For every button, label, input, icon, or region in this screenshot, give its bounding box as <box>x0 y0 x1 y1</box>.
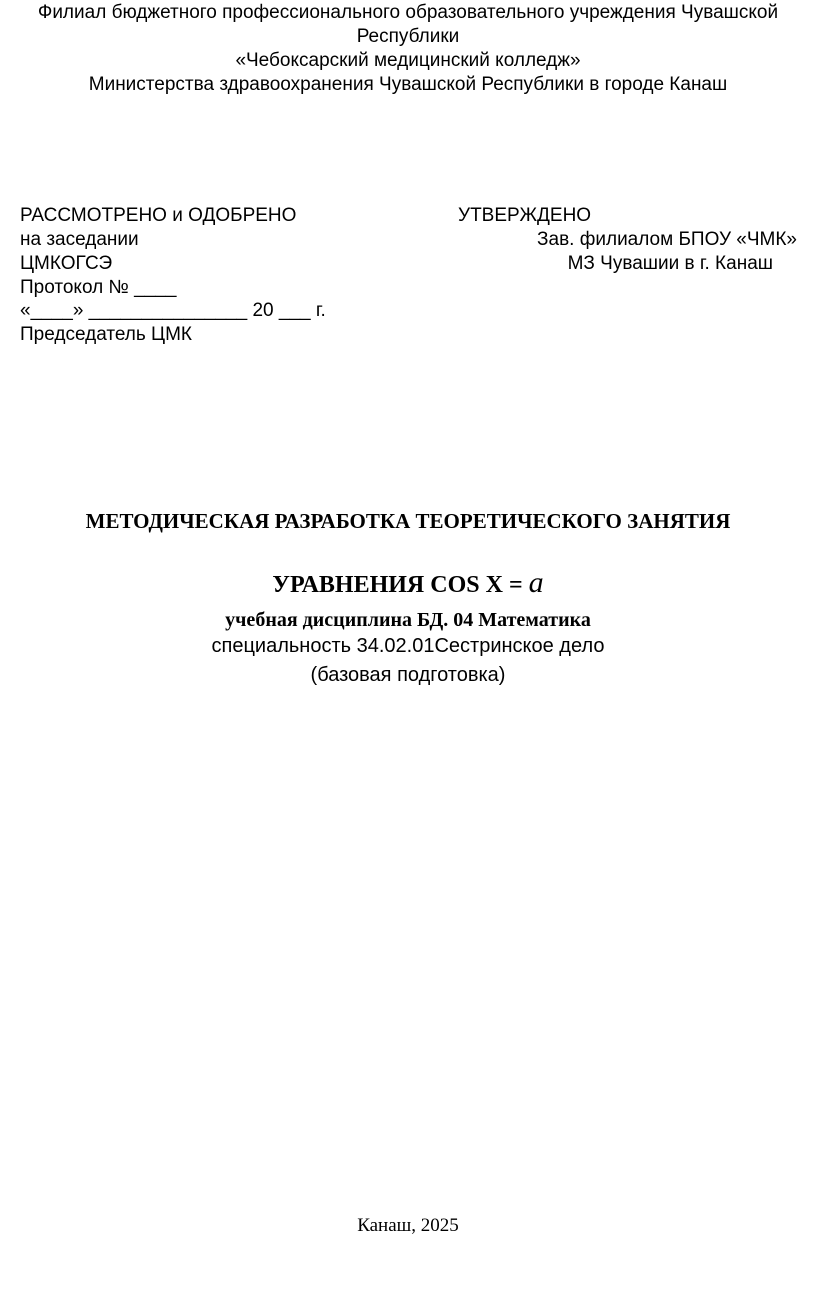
topic-text: УРАВНЕНИЯ COS X = <box>272 572 529 598</box>
training-level-line: (базовая подготовка) <box>310 664 506 686</box>
header-line-3: «Чебоксарский медицинский колледж» <box>235 50 581 71</box>
approval-left-protocol: Протокол № ____ <box>20 277 177 298</box>
approval-right-ministry: МЗ Чувашии в г. Канаш <box>567 253 773 274</box>
approval-left-meeting: на заседании <box>20 229 139 250</box>
topic-variable: a <box>528 566 544 599</box>
header-line-2: Республики <box>356 26 460 47</box>
discipline-line: учебная дисциплина БД. 04 Математика <box>225 609 591 631</box>
approval-left-committee: ЦМКОГСЭ <box>20 253 113 274</box>
footer-city-year: Канаш, 2025 <box>357 1215 459 1236</box>
topic-title <box>0 566 816 599</box>
approval-left-date: «____» _______________ 20 ___ г. <box>20 300 326 321</box>
approval-right-title: УТВЕРЖДЕНО <box>458 205 592 226</box>
specialty-line: специальность 34.02.01Сестринское дело <box>211 635 605 657</box>
approval-left-chairman: Председатель ЦМК <box>20 324 192 345</box>
header-line-1: Филиал бюджетного профессионального образовательного учреждения Чувашской <box>37 2 779 23</box>
approval-right-head: Зав. филиалом БПОУ «ЧМК» <box>537 229 797 250</box>
document-title: МЕТОДИЧЕСКАЯ РАЗРАБОТКА ТЕОРЕТИЧЕСКОГО ЗАНЯТИЯ <box>85 509 731 533</box>
approval-left-title: РАССМОТРЕНО и ОДОБРЕНО <box>20 205 297 226</box>
header-line-4: Министерства здравоохранения Чувашской Республики в городе Канаш <box>88 74 728 95</box>
